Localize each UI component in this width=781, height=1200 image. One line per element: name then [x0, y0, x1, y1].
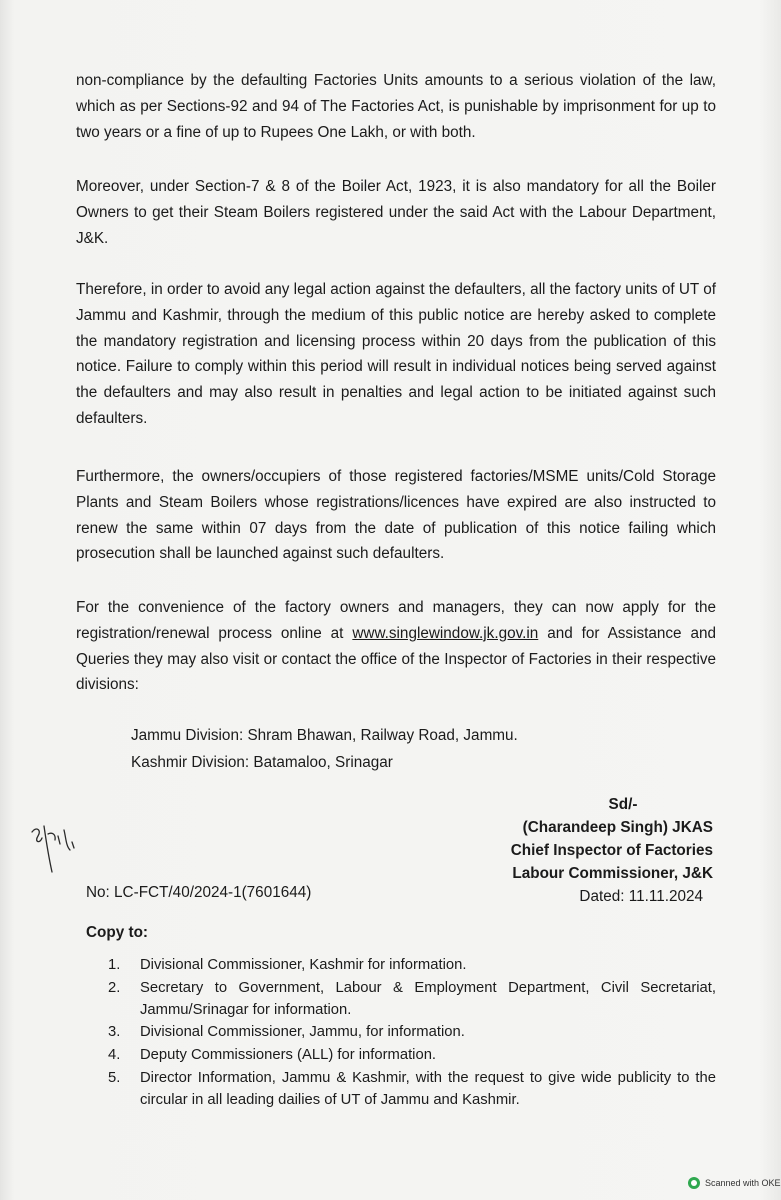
list-item — [108, 955, 716, 977]
list-item-text: Deputy Commissioners (ALL) for information. — [140, 1047, 437, 1064]
list-item — [108, 978, 716, 1022]
signatory-title: Chief Inspector of Factories — [510, 842, 713, 859]
reference-number: No: LC-FCT/40/2024-1(7601644) — [86, 884, 312, 901]
singlewindow-link[interactable]: www.singlewindow.jk.gov.in — [352, 624, 539, 642]
list-item — [108, 1068, 716, 1112]
list-item-text: Divisional Commissioner, Kashmir for information. — [140, 957, 467, 973]
copy-to-list — [108, 955, 716, 1113]
signature-date: Dated: 11.11.2024 — [579, 888, 703, 905]
list-item-number: 1. — [108, 957, 121, 973]
list-item-number: 5. — [108, 1069, 121, 1086]
address-jammu: Jammu Division: Shram Bhawan, Railway Road, Jammu. — [131, 727, 518, 744]
paragraph-boiler-act: Moreover, under Section-7 & 8 of the Boiler Act, 1923, it is also mandatory for all the Boiler Owners to get their Steam Boilers registered under the said Act with the Labour Department, J&K. — [76, 178, 716, 247]
list-item-number: 3. — [108, 1024, 121, 1041]
list-item — [108, 1022, 716, 1044]
paragraph-therefore: Therefore, in order to avoid any legal action against the defaulters, all the factory units of UT of Jammu and Kashmir, through the medium of this public notice are hereby asked to complete the mandatory registration and licensing process within 20 days from the publication of this notice. Failure to comply within this period will result in individual notices being served against the defaulters and may also result in penalties and legal action to be initiated against such defaulters. — [76, 281, 716, 427]
list-item-number: 4. — [108, 1047, 121, 1064]
signature-sd: Sd/- — [608, 796, 638, 813]
signatory-designation: Labour Commissioner, J&K — [512, 865, 713, 882]
signature-block — [473, 793, 713, 908]
address-kashmir: Kashmir Division: Batamaloo, Srinagar — [131, 754, 393, 771]
list-item-text: Divisional Commissioner, Jammu, for information. — [140, 1024, 465, 1041]
signatory-name: (Charandeep Singh) JKAS — [522, 819, 713, 836]
list-item-text: Secretary to Government, Labour & Employment Department, Civil Secretariat, Jammu/Srinagar for information. — [140, 979, 716, 1018]
copy-to-heading: Copy to: — [86, 924, 149, 941]
list-item — [108, 1045, 716, 1067]
scanner-watermark — [688, 1177, 781, 1189]
paragraph-furthermore: Furthermore, the owners/occupiers of those registered factories/MSME units/Cold Storage Plants and Steam Boilers whose registrations/licences have expired are also instructed to renew the same within 07 days from the date of publication of this notice failing which prosecution shall be launched against such defaulters. — [76, 468, 716, 563]
convenience-text-after: and for Assistance and Queries they may also visit or contact the office of the Inspector of Factories in their respective divisions: — [76, 624, 716, 694]
paragraph-convenience — [76, 595, 716, 698]
paragraph-noncompliance: non-compliance by the defaulting Factories Units amounts to a serious violation of the law, which as per Sections-92 and 94 of The Factories Act, is punishable by imprisonment for up to two years or a fine of up to Rupees One Lakh, or with both. — [76, 72, 716, 141]
okenscan-logo-icon — [688, 1177, 700, 1189]
convenience-text-before: For the convenience of the factory owners and managers, they can now apply for the registration/renewal process online at — [76, 599, 716, 642]
list-item-number: 2. — [108, 979, 121, 996]
scanner-watermark-text: Scanned with OKE — [705, 1178, 781, 1188]
handwritten-initials-icon — [22, 820, 92, 890]
list-item-text: Director Information, Jammu & Kashmir, with the request to give wide publicity to the circular in all leading dailies of UT of Jammu and Kashmir. — [140, 1069, 716, 1108]
